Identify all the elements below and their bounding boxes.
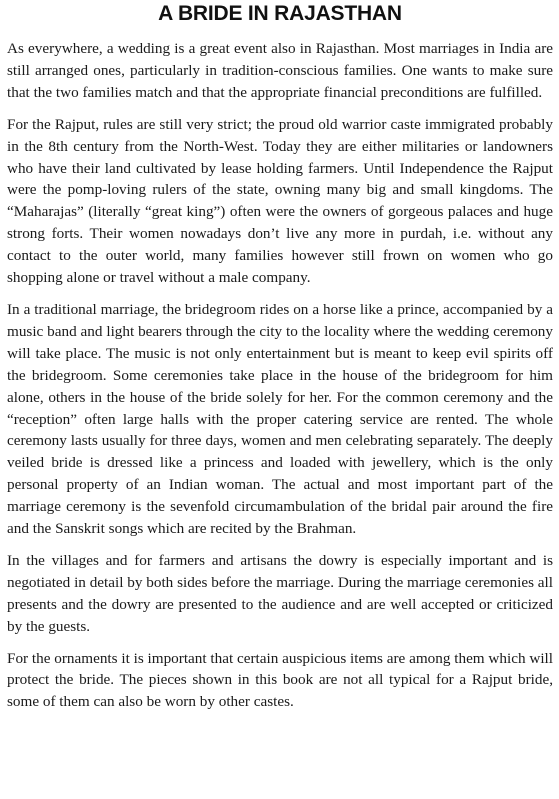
page-title: A BRIDE IN RAJASTHAN [158, 2, 402, 25]
paragraph-traditional-marriage: In a traditional marriage, the bridegroom rides on a horse like a prince, accompanied by a music band and light bearers through the city to the locality where the wedding ceremony will take place. The music is not only entertainment but is meant to keep evil spirits off the bridegroom. Some ceremonies take place in the house of the bridegroom for him alone, others in the house of the bride solely for her. For the common ceremony and the “reception” often large halls with the proper catering service are rented. The whole ceremony lasts usually for three days, women and men celebrating separately. The deeply veiled bride is dressed like a princess and loaded with jewellery, which is the only personal property of an Indian woman. The actual and most important part of the marriage ceremony is the sevenfold circumambulation of the bridal pair around the fire and the Sanskrit songs which are recited by the Brahman. [7, 300, 553, 538]
paragraph-ornaments: For the ornaments it is important that certain auspicious items are among them which will protect the bride. The pieces shown in this book are not all typical for a Rajput bride, some of them can also be worn by other castes. [7, 649, 553, 711]
paragraph-dowry: In the villages and for farmers and artisans the dowry is especially important and is negotiated in detail by both sides before the marriage. During the marriage ceremonies all presents and the dowry are presented to the audience and are well accepted or criticized by the guests. [7, 551, 553, 635]
paragraph-rajput: For the Rajput, rules are still very strict; the proud old warrior caste immigrated probably in the 8th century from the North-West. Today they are either militaries or landowners who have their land cultivated by lease holding farmers. Until Independence the Rajput were the pomp-loving rulers of the state, owning many big and small kingdoms. The “Maharajas” (literally “great king”) often were the owners of gorgeous palaces and huge strong forts. Their women nowadays don’t live any more in purdah, i.e. without any contact to the outer world, many families however still frown on women who go shopping alone or travel without a male company. [7, 115, 553, 287]
paragraph-intro: As everywhere, a wedding is a great event also in Rajasthan. Most marriages in India are still arranged ones, particularly in tradition-conscious families. One wants to make sure that the two families match and that the appropriate financial preconditions are fulfilled. [7, 40, 553, 101]
